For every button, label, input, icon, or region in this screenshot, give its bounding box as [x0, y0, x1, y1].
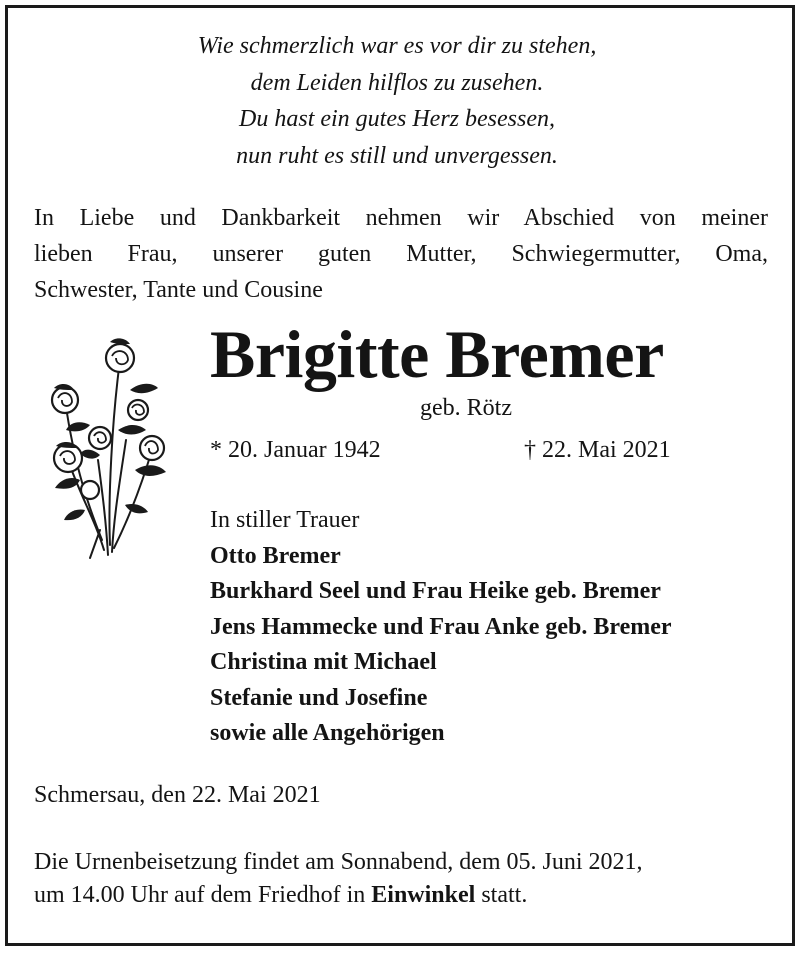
poem-line-3: Du hast ein gutes Herz besessen,: [239, 106, 555, 132]
funeral-line-1: Die Urnenbeisetzung findet am Sonnabend, dem 05. Juni 2021,: [34, 849, 643, 875]
funeral-time-text: um 14.00 Uhr auf dem Friedhof in: [34, 882, 372, 908]
poem-line-2: dem Leiden hilflos zu zusehen.: [250, 69, 544, 96]
funeral-place: Einwinkel: [371, 882, 476, 908]
intro-line-2: lieben Frau, unserer guten Mutter, Schwiegermutter, Oma,: [34, 241, 768, 267]
mourner-name: Jens Hammecke und Frau Anke geb. Bremer: [210, 613, 672, 640]
poem: [0, 28, 794, 174]
birth-date: * 20. Januar 1942: [210, 437, 381, 463]
intro-text: [34, 200, 768, 308]
mourners-heading: In stiller Trauer: [210, 507, 360, 533]
roses-bouquet-icon: [40, 330, 180, 560]
poem-line-1: Wie schmerzlich war es vor dir zu stehen,: [197, 33, 597, 59]
funeral-info: [34, 846, 643, 912]
mourner-name: sowie alle Angehörigen: [210, 720, 445, 746]
mourners-list: [210, 503, 672, 752]
poem-line-4: nun ruht es still und unvergessen.: [236, 142, 558, 169]
place-date: Schmersau, den 22. Mai 2021: [34, 782, 321, 808]
mourner-name: Stefanie und Josefine: [210, 684, 428, 711]
maiden-name: geb. Rötz: [420, 395, 512, 421]
intro-line-3: Schwester, Tante und Cousine: [34, 277, 323, 303]
mourner-name: Burkhard Seel und Frau Heike geb. Bremer: [210, 578, 661, 604]
death-date: † 22. Mai 2021: [524, 437, 671, 463]
funeral-end-text: statt.: [475, 882, 528, 908]
intro-line-1: In Liebe und Dankbarkeit nehmen wir Abschied von meiner: [34, 205, 768, 231]
deceased-name: Brigitte Bremer: [210, 316, 664, 392]
mourner-name: Christina mit Michael: [210, 649, 437, 675]
mourner-name: Otto Bremer: [210, 542, 341, 569]
funeral-line-2: [34, 879, 643, 912]
